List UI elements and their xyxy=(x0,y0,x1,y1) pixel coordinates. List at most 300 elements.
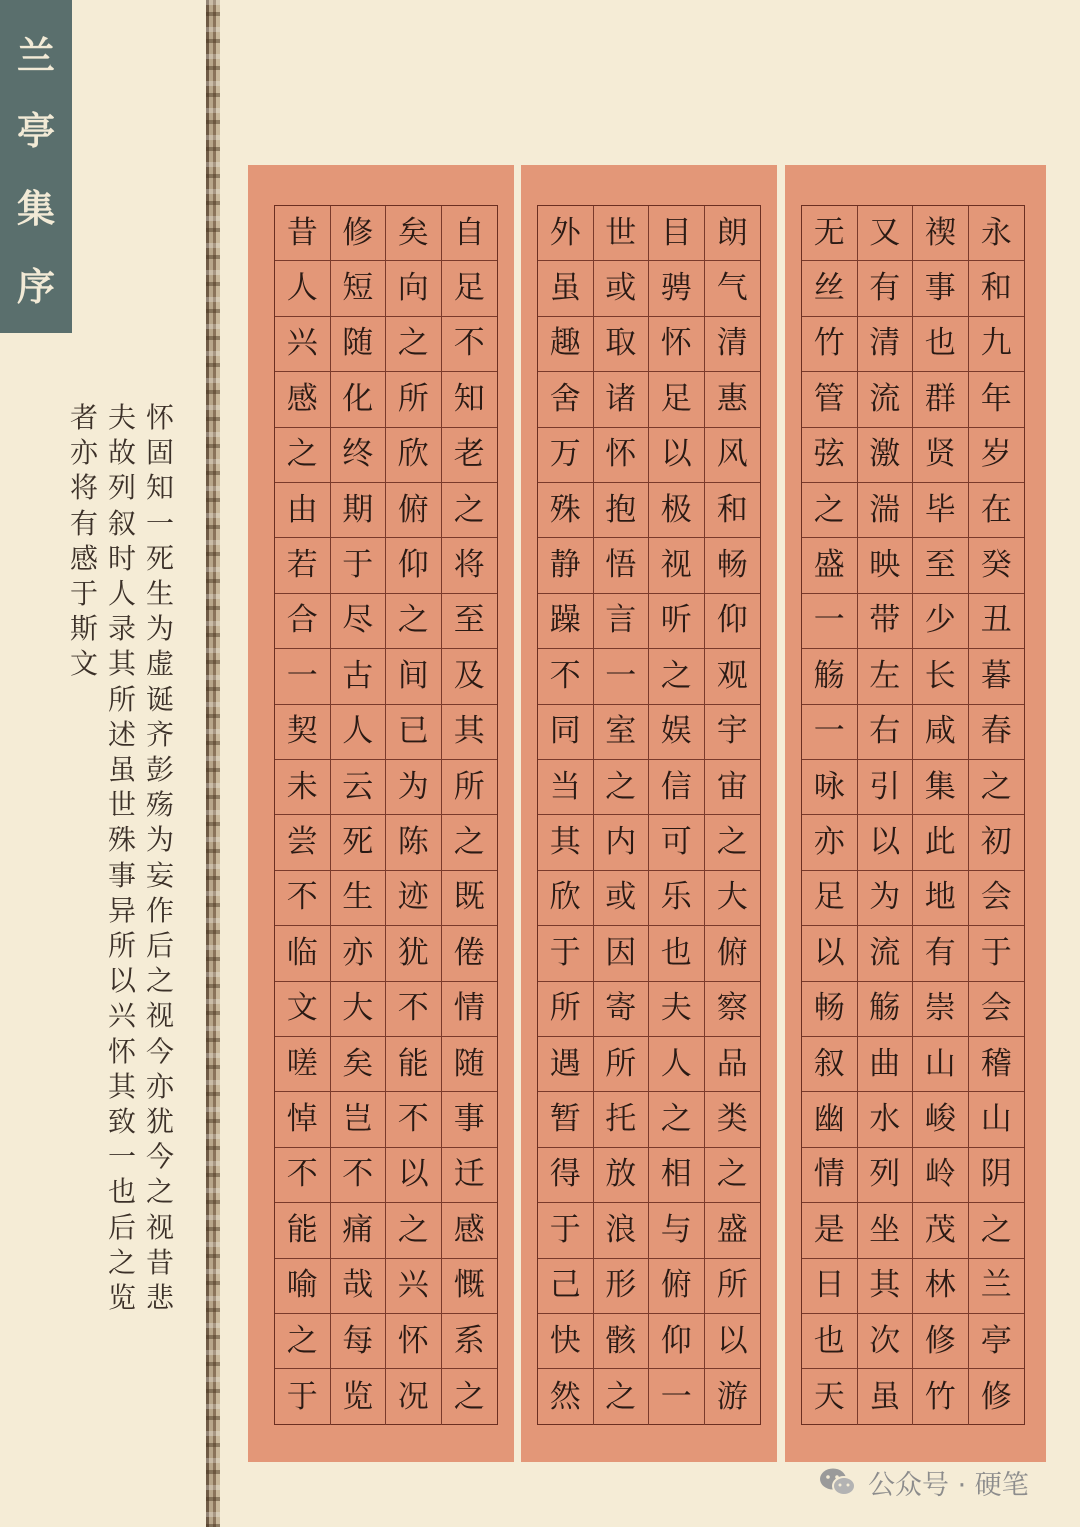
grid-cell: 贤 xyxy=(913,428,969,483)
grid-cell: 殊 xyxy=(538,483,594,538)
grid-cell: 古 xyxy=(331,649,387,704)
notes-character: 视 xyxy=(145,999,174,1033)
grid-cell: 或 xyxy=(594,261,650,316)
grid-cell: 又 xyxy=(858,206,914,261)
grid-cell: 清 xyxy=(705,317,761,372)
grid-cell: 事 xyxy=(913,261,969,316)
grid-cell: 迹 xyxy=(386,871,442,926)
title-block xyxy=(0,0,72,333)
grid-cell: 不 xyxy=(386,982,442,1037)
grid-cell: 云 xyxy=(331,760,387,815)
grid-cell: 风 xyxy=(705,428,761,483)
grid-cell: 兰 xyxy=(969,1259,1025,1314)
notes-character: 之 xyxy=(145,1175,174,1209)
grid-cell: 犹 xyxy=(386,926,442,981)
grid-cell: 水 xyxy=(858,1092,914,1147)
grid-cell: 畅 xyxy=(802,982,858,1037)
grid-cell: 昔 xyxy=(275,206,331,261)
notes-character: 时 xyxy=(107,541,136,575)
grid-cell: 取 xyxy=(594,317,650,372)
grid-cell: 人 xyxy=(275,261,331,316)
notes-character: 殊 xyxy=(107,823,136,857)
grid-cell: 清 xyxy=(858,317,914,372)
grid-cell: 浪 xyxy=(594,1203,650,1258)
notes-character: 悲 xyxy=(145,1281,174,1314)
grid-cell: 永 xyxy=(969,206,1025,261)
grid-cell: 咏 xyxy=(802,760,858,815)
grid-cell: 朗 xyxy=(705,206,761,261)
notes-character: 也 xyxy=(107,1175,136,1209)
grid-cell: 能 xyxy=(275,1203,331,1258)
notes-character: 文 xyxy=(69,647,98,681)
notes-character: 昔 xyxy=(145,1245,174,1279)
grid-cell: 右 xyxy=(858,705,914,760)
grid-cell: 尝 xyxy=(275,815,331,870)
grid-cell: 信 xyxy=(649,760,705,815)
grid-cell: 不 xyxy=(442,317,498,372)
grid-cell: 尽 xyxy=(331,594,387,649)
grid-cell: 之 xyxy=(594,760,650,815)
notes-character: 其 xyxy=(107,647,136,681)
panel-middle xyxy=(521,165,777,1462)
grid-cell: 叙 xyxy=(802,1037,858,1092)
grid-cell: 九 xyxy=(969,317,1025,372)
grid-cell: 矣 xyxy=(331,1037,387,1092)
grid-cell: 生 xyxy=(331,871,387,926)
grid-cell: 峻 xyxy=(913,1092,969,1147)
grid-cell: 左 xyxy=(858,649,914,704)
grid-cell: 流 xyxy=(858,372,914,427)
grid-cell: 稽 xyxy=(969,1037,1025,1092)
grid-cell: 随 xyxy=(331,317,387,372)
grid-cell: 之 xyxy=(802,483,858,538)
grid-cell: 陈 xyxy=(386,815,442,870)
grid-cell: 暮 xyxy=(969,649,1025,704)
grid-cell: 骋 xyxy=(649,261,705,316)
grid-cell: 游 xyxy=(716,1378,748,1415)
grid-cell: 品 xyxy=(705,1037,761,1092)
grid-cell: 静 xyxy=(538,538,594,593)
notes-character: 斯 xyxy=(69,612,98,646)
notes-character: 兴 xyxy=(107,999,136,1033)
grid-cell: 亭 xyxy=(969,1314,1025,1369)
grid-cell: 竹 xyxy=(913,1369,969,1424)
notes-character: 固 xyxy=(145,436,174,470)
grid-cell: 万 xyxy=(538,428,594,483)
notes-character: 列 xyxy=(107,471,136,505)
grid-cell: 观 xyxy=(705,649,761,704)
grid-cell: 崇 xyxy=(913,982,969,1037)
grid-cell: 以 xyxy=(802,926,858,981)
grid-cell: 倦 xyxy=(442,926,498,981)
grid-cell: 其 xyxy=(538,815,594,870)
grid-cell: 修 xyxy=(913,1314,969,1369)
grid-cell: 山 xyxy=(913,1037,969,1092)
grid-cell: 老 xyxy=(442,428,498,483)
grid-cell: 虽 xyxy=(538,261,594,316)
grid-cell: 怀 xyxy=(594,428,650,483)
watermark-text: 公众号 · 硬笔 xyxy=(868,1469,1029,1501)
grid-cell: 于 xyxy=(331,538,387,593)
grid-cell: 所 xyxy=(538,982,594,1037)
grid-cell: 也 xyxy=(913,317,969,372)
grid-cell: 会 xyxy=(969,982,1025,1037)
grid-cell: 和 xyxy=(969,261,1025,316)
grid-cell: 终 xyxy=(331,428,387,483)
grid-cell: 能 xyxy=(386,1037,442,1092)
grid-cell: 丑 xyxy=(969,594,1025,649)
notes-character: 知 xyxy=(145,471,174,505)
notes-character: 虽 xyxy=(107,753,136,786)
grid-cell: 与 xyxy=(649,1203,705,1258)
notes-character: 怀 xyxy=(107,1034,136,1068)
notes-character: 视 xyxy=(145,1210,174,1244)
grid-cell: 列 xyxy=(858,1148,914,1203)
notes-character: 览 xyxy=(107,1281,136,1314)
grid-cell: 间 xyxy=(386,649,442,704)
grid-cell: 以 xyxy=(858,815,914,870)
notes-character: 齐 xyxy=(145,717,174,751)
grid-cell: 察 xyxy=(705,982,761,1037)
grid-cell: 映 xyxy=(858,538,914,593)
grid-cell: 宇 xyxy=(705,705,761,760)
notes-character: 怀 xyxy=(145,401,174,434)
grid-cell: 欣 xyxy=(538,871,594,926)
grid-cell: 不 xyxy=(538,649,594,704)
grid-cell: 盛 xyxy=(705,1203,761,1258)
grid-cell: 所 xyxy=(386,372,442,427)
grid-cell: 仰 xyxy=(705,594,761,649)
notes-character: 以 xyxy=(107,964,136,998)
grid-cell: 觞 xyxy=(858,982,914,1037)
panel-right xyxy=(785,165,1046,1462)
grid-cell: 所 xyxy=(594,1037,650,1092)
grid-cell: 之 xyxy=(705,1148,761,1203)
grid-cell: 盛 xyxy=(802,538,858,593)
grid-cell: 之 xyxy=(386,594,442,649)
grid-cell: 之 xyxy=(969,1203,1025,1258)
grid-cell: 躁 xyxy=(538,594,594,649)
grid-cell: 迁 xyxy=(442,1148,498,1203)
notes-character: 其 xyxy=(107,1069,136,1103)
notes-character: 诞 xyxy=(145,682,174,716)
grid-cell: 之 xyxy=(649,649,705,704)
grid-cell: 言 xyxy=(594,594,650,649)
grid-cell: 兴 xyxy=(386,1259,442,1314)
grid-cell: 年 xyxy=(969,372,1025,427)
grid-cell: 日 xyxy=(802,1259,858,1314)
grid-cell: 一 xyxy=(802,594,858,649)
grid-cell: 和 xyxy=(705,483,761,538)
grid-cell: 情 xyxy=(802,1148,858,1203)
grid-cell: 事 xyxy=(442,1092,498,1147)
grid-cell: 阴 xyxy=(969,1148,1025,1203)
grid-cell: 大 xyxy=(331,982,387,1037)
grid-cell: 有 xyxy=(913,926,969,981)
title-char: 亭 xyxy=(16,108,55,153)
notes-character: 于 xyxy=(69,577,98,610)
grid-cell: 虽 xyxy=(858,1369,914,1424)
grid-cell: 览 xyxy=(331,1369,387,1424)
grid-cell: 岁 xyxy=(969,428,1025,483)
grid-cell: 有 xyxy=(858,261,914,316)
grid-cell: 内 xyxy=(594,815,650,870)
character-grid xyxy=(274,205,498,1425)
notes-character: 异 xyxy=(107,893,136,927)
grid-cell: 也 xyxy=(649,926,705,981)
grid-cell: 其 xyxy=(442,705,498,760)
grid-cell: 仰 xyxy=(386,538,442,593)
grid-cell: 之 xyxy=(453,1378,485,1415)
grid-cell: 俯 xyxy=(705,926,761,981)
grid-cell: 一 xyxy=(275,649,331,704)
grid-cell: 激 xyxy=(858,428,914,483)
grid-cell: 相 xyxy=(649,1148,705,1203)
notes-character: 所 xyxy=(107,682,136,716)
grid-cell: 快 xyxy=(538,1314,594,1369)
grid-cell: 之 xyxy=(594,1369,650,1424)
grid-cell: 每 xyxy=(331,1314,387,1369)
grid-cell: 仰 xyxy=(649,1314,705,1369)
grid-cell: 畅 xyxy=(705,538,761,593)
grid-cell: 若 xyxy=(275,538,331,593)
grid-cell: 不 xyxy=(275,1148,331,1203)
grid-cell: 及 xyxy=(442,649,498,704)
grid-cell: 岂 xyxy=(331,1092,387,1147)
grid-cell: 流 xyxy=(858,926,914,981)
watermark xyxy=(818,1462,1029,1502)
grid-cell: 得 xyxy=(538,1148,594,1203)
grid-cell: 不 xyxy=(275,871,331,926)
grid-cell: 文 xyxy=(275,982,331,1037)
notes-character: 事 xyxy=(107,858,136,892)
grid-cell: 哉 xyxy=(331,1259,387,1314)
grid-cell: 弦 xyxy=(802,428,858,483)
notes-character: 将 xyxy=(69,471,98,505)
grid-cell: 人 xyxy=(331,705,387,760)
notes-character: 妄 xyxy=(145,858,174,892)
notes-character: 后 xyxy=(145,929,174,962)
notes-character: 彭 xyxy=(145,753,174,786)
grid-cell: 之 xyxy=(275,428,331,483)
grid-cell: 之 xyxy=(386,1203,442,1258)
grid-cell: 怀 xyxy=(386,1314,442,1369)
grid-cell: 痛 xyxy=(331,1203,387,1258)
character-grid xyxy=(537,205,761,1425)
grid-cell: 向 xyxy=(386,261,442,316)
grid-cell: 死 xyxy=(331,815,387,870)
grid-cell: 引 xyxy=(858,760,914,815)
grid-cell: 娱 xyxy=(649,705,705,760)
grid-cell: 初 xyxy=(969,815,1025,870)
grid-cell: 群 xyxy=(913,372,969,427)
wechat-icon xyxy=(818,1466,858,1498)
grid-cell: 以 xyxy=(386,1148,442,1203)
grid-cell: 曲 xyxy=(858,1037,914,1092)
grid-cell: 因 xyxy=(594,926,650,981)
grid-cell: 室 xyxy=(594,705,650,760)
title-char: 兰 xyxy=(16,33,55,78)
notes-character: 虚 xyxy=(145,647,174,681)
notes-character: 有 xyxy=(69,506,98,540)
notes-character: 感 xyxy=(69,541,98,575)
grid-cell: 所 xyxy=(705,1259,761,1314)
notes-character: 今 xyxy=(145,1140,174,1174)
grid-cell: 之 xyxy=(442,483,498,538)
title-char: 序 xyxy=(16,264,55,309)
grid-cell: 自 xyxy=(442,206,498,261)
grid-cell: 在 xyxy=(969,483,1025,538)
grid-cell: 为 xyxy=(858,871,914,926)
grid-cell: 气 xyxy=(705,261,761,316)
grid-cell: 托 xyxy=(594,1092,650,1147)
grid-cell: 感 xyxy=(275,372,331,427)
grid-cell: 之 xyxy=(386,317,442,372)
grid-cell: 然 xyxy=(538,1369,594,1424)
notes-character: 今 xyxy=(145,1034,174,1068)
grid-cell: 地 xyxy=(913,871,969,926)
grid-cell: 咸 xyxy=(913,705,969,760)
grid-cell: 怀 xyxy=(649,317,705,372)
grid-cell: 合 xyxy=(275,594,331,649)
grid-cell: 亦 xyxy=(331,926,387,981)
notes-character: 述 xyxy=(107,717,136,751)
grid-cell: 未 xyxy=(275,760,331,815)
grid-cell: 乐 xyxy=(649,871,705,926)
notes-character: 亦 xyxy=(145,1069,174,1103)
grid-cell: 大 xyxy=(705,871,761,926)
notes-character: 叙 xyxy=(107,506,136,540)
grid-cell: 管 xyxy=(802,372,858,427)
grid-cell: 林 xyxy=(913,1259,969,1314)
notes-character: 故 xyxy=(107,436,136,470)
grid-cell: 天 xyxy=(802,1369,858,1424)
grid-cell: 宙 xyxy=(705,760,761,815)
grid-cell: 目 xyxy=(649,206,705,261)
grid-cell: 或 xyxy=(594,871,650,926)
grid-cell: 悟 xyxy=(594,538,650,593)
grid-cell: 于 xyxy=(969,926,1025,981)
grid-cell: 坐 xyxy=(858,1203,914,1258)
grid-cell: 寄 xyxy=(594,982,650,1037)
grid-cell: 俯 xyxy=(649,1259,705,1314)
grid-cell: 无 xyxy=(802,206,858,261)
grid-cell: 遇 xyxy=(538,1037,594,1092)
grid-cell: 修 xyxy=(331,206,387,261)
grid-cell: 慨 xyxy=(442,1259,498,1314)
grid-cell: 抱 xyxy=(594,483,650,538)
grid-cell: 趣 xyxy=(538,317,594,372)
character-grid xyxy=(801,205,1025,1425)
grid-cell: 亦 xyxy=(802,815,858,870)
grid-cell: 形 xyxy=(594,1259,650,1314)
grid-cell: 人 xyxy=(649,1037,705,1092)
grid-cell: 之 xyxy=(969,760,1025,815)
grid-cell: 外 xyxy=(538,206,594,261)
grid-cell: 以 xyxy=(649,428,705,483)
panel-left xyxy=(248,165,514,1462)
grid-cell: 带 xyxy=(858,594,914,649)
grid-cell: 况 xyxy=(386,1369,442,1424)
grid-cell: 短 xyxy=(331,261,387,316)
grid-cell: 于 xyxy=(538,1203,594,1258)
notes-character: 作 xyxy=(145,893,174,927)
grid-cell: 契 xyxy=(275,705,331,760)
grid-cell: 丝 xyxy=(802,261,858,316)
grid-cell: 嗟 xyxy=(275,1037,331,1092)
grid-cell: 暂 xyxy=(538,1092,594,1147)
notes-character: 所 xyxy=(107,929,136,962)
grid-cell: 会 xyxy=(969,871,1025,926)
grid-cell: 将 xyxy=(442,538,498,593)
grid-cell: 觞 xyxy=(802,649,858,704)
notes-character: 生 xyxy=(145,577,174,610)
grid-cell: 情 xyxy=(442,982,498,1037)
grid-cell: 夫 xyxy=(649,982,705,1037)
grid-cell: 不 xyxy=(386,1092,442,1147)
grid-cell: 期 xyxy=(331,483,387,538)
grid-cell: 己 xyxy=(538,1259,594,1314)
grid-cell: 之 xyxy=(705,815,761,870)
grid-cell: 矣 xyxy=(386,206,442,261)
grid-cell: 其 xyxy=(858,1259,914,1314)
grid-cell: 次 xyxy=(858,1314,914,1369)
grid-cell: 感 xyxy=(442,1203,498,1258)
grid-cell: 少 xyxy=(913,594,969,649)
grid-cell: 之 xyxy=(442,815,498,870)
grid-cell: 类 xyxy=(705,1092,761,1147)
notes-character: 死 xyxy=(145,541,174,575)
grid-cell: 之 xyxy=(275,1314,331,1369)
grid-cell: 足 xyxy=(802,871,858,926)
grid-cell: 湍 xyxy=(858,483,914,538)
grid-cell: 此 xyxy=(913,815,969,870)
grid-cell: 临 xyxy=(275,926,331,981)
notes-character: 为 xyxy=(145,612,174,646)
notes-character: 犹 xyxy=(145,1105,174,1138)
grid-cell: 放 xyxy=(594,1148,650,1203)
grid-cell: 毕 xyxy=(913,483,969,538)
grid-cell: 喻 xyxy=(275,1259,331,1314)
grid-cell: 岭 xyxy=(913,1148,969,1203)
grid-cell: 癸 xyxy=(969,538,1025,593)
grid-cell: 视 xyxy=(649,538,705,593)
grid-cell: 既 xyxy=(442,871,498,926)
grid-cell: 集 xyxy=(913,760,969,815)
decorative-border-strip xyxy=(206,0,220,1527)
grid-cell: 幽 xyxy=(802,1092,858,1147)
grid-cell: 悼 xyxy=(275,1092,331,1147)
notes-character: 致 xyxy=(107,1105,136,1138)
grid-cell: 之 xyxy=(649,1092,705,1147)
grid-cell: 不 xyxy=(331,1148,387,1203)
grid-cell: 足 xyxy=(649,372,705,427)
grid-cell: 兴 xyxy=(275,317,331,372)
grid-cell: 也 xyxy=(802,1314,858,1369)
grid-cell: 知 xyxy=(442,372,498,427)
grid-cell: 随 xyxy=(442,1037,498,1092)
grid-cell: 世 xyxy=(594,206,650,261)
notes-character: 之 xyxy=(145,964,174,998)
grid-cell: 修 xyxy=(980,1378,1012,1415)
grid-cell: 茂 xyxy=(913,1203,969,1258)
grid-cell: 春 xyxy=(969,705,1025,760)
grid-cell: 于 xyxy=(275,1369,331,1424)
grid-cell: 惠 xyxy=(705,372,761,427)
grid-cell: 于 xyxy=(538,926,594,981)
grid-cell: 足 xyxy=(442,261,498,316)
grid-cell: 极 xyxy=(649,483,705,538)
